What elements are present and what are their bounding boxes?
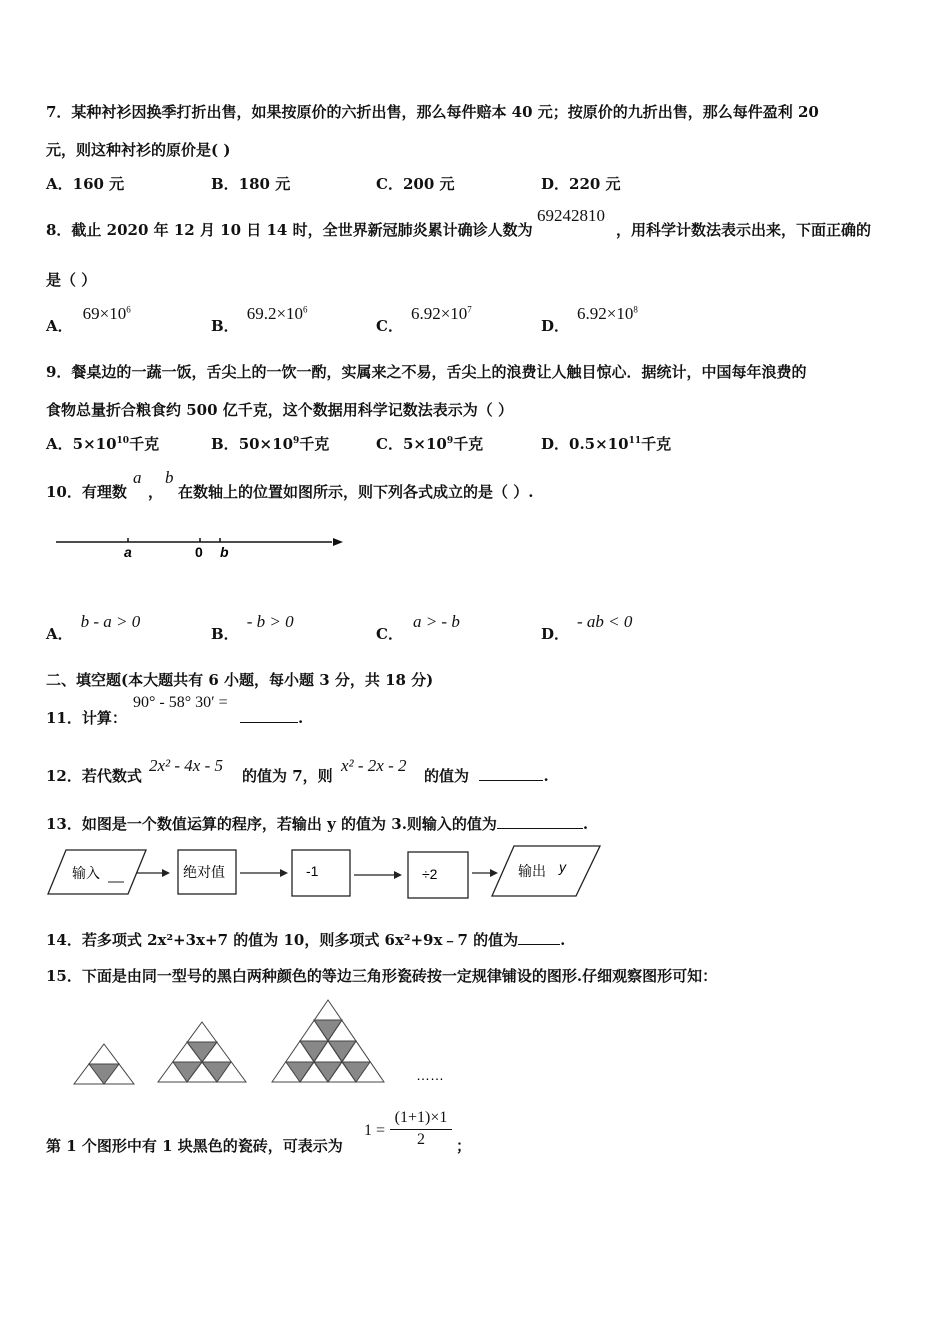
q9-option-b: B．$50\times 10^9$千克 — [211, 435, 330, 453]
section-2-heading: 二、填空题(本大题共有 6 小题，每小题 3 分，共 18 分) — [46, 671, 434, 689]
q15-line2-prefix: 第 1 个图形中有 1 块黑色的瓷砖，可表示为 — [46, 1137, 343, 1155]
minus-one-box — [292, 850, 350, 896]
divide-box — [408, 852, 468, 898]
output-box — [492, 846, 600, 896]
q11-stem-prefix: 11．计算： — [46, 709, 127, 727]
q8-stem-suffix: ，用科学计数法表示出来，下面正确的 — [616, 221, 872, 239]
q10-var-a: a — [133, 468, 142, 487]
q9-option-d: D．$0.5\times 10^{11}$千克 — [541, 435, 672, 453]
q15-formula-lhs: 1 = — [364, 1122, 386, 1139]
q8-option-a: A．$69\times 10^6$ — [46, 304, 131, 335]
q13-stem: 13．如图是一个数值运算的程序，若输出 y 的值为 3.则输入的值为 . — [46, 815, 589, 833]
q9-option-a: A．$5\times 10^{10}$千克 — [46, 435, 160, 453]
q7-option-a: A．160 元 — [46, 175, 125, 193]
q10-option-d: D．- ab < 0 — [541, 612, 633, 643]
q12-stem-prefix: 12．若代数式 — [46, 767, 142, 785]
q8-option-c: C．$6.92\times 10^7$ — [376, 304, 472, 335]
q13-blank[interactable] — [497, 814, 583, 829]
q11-answer: . — [240, 708, 303, 728]
output-variable: y — [559, 859, 566, 875]
q11-blank[interactable] — [240, 708, 298, 723]
q8-number: 69242810 — [537, 206, 605, 225]
q10-stem-prefix: 10．有理数 — [46, 483, 127, 501]
arrow-2-head — [280, 869, 288, 877]
q12-expression-1: 2x² - 4x - 5 — [149, 756, 224, 775]
q10-option-c: C．a > - b — [376, 612, 460, 643]
q12-blank[interactable] — [479, 766, 543, 781]
q10-option-b: B．- b > 0 — [211, 612, 294, 643]
q15-formula-numerator: (1+1)×1 — [394, 1109, 448, 1126]
tiling-figure-3 — [272, 1000, 384, 1082]
tiling-ellipsis: …… — [416, 1067, 444, 1083]
q13-flowchart — [44, 842, 604, 904]
axis-label-b: b — [220, 544, 229, 560]
triangle-tiling-figure — [70, 996, 470, 1092]
q8-option-b: B．$69.2\times 10^6$ — [211, 304, 308, 335]
q9-stem-line1: 9．餐桌边的一蔬一饭，舌尖上的一饮一酌，实属来之不易，舌尖上的浪费让人触目惊心．据统计，中国每年浪费的 — [46, 363, 807, 381]
q15-formula-fraction — [388, 1108, 454, 1149]
tiling-figure-2 — [158, 1022, 246, 1082]
q14-blank[interactable] — [518, 930, 560, 945]
arrow-3-head — [394, 871, 402, 879]
q11-expression: 90° - 58° 30′ = — [133, 694, 228, 711]
input-label: 输入 — [72, 865, 100, 881]
q10-option-a: A．b - a > 0 — [46, 612, 141, 643]
minus-one-label: -1 — [306, 863, 319, 879]
q14-stem: 14．若多项式 2x²+3x+7 的值为 10，则多项式 6x²+9x﹣7 的值为 . — [46, 931, 566, 949]
q8-option-d: D．$6.92\times 10^8$ — [541, 304, 638, 335]
q12-answer: 的值为 . — [424, 767, 549, 785]
tiling-figure-1 — [74, 1044, 134, 1084]
q10-var-b: b — [165, 468, 174, 487]
q8-stem-line2: 是（ ） — [46, 271, 97, 289]
q7-option-b: B．180 元 — [211, 175, 291, 193]
q15-formula-denominator: 2 — [417, 1131, 425, 1148]
q7-option-c: C．200 元 — [376, 175, 455, 193]
q9-stem-line2: 食物总量折合粮食约 500 亿千克，这个数据用科学记数法表示为（ ） — [46, 401, 513, 419]
q10-comma: ， — [148, 483, 164, 501]
q15-line2-tail: ； — [456, 1137, 472, 1155]
q7-option-d: D．220 元 — [541, 175, 621, 193]
abs-label: 绝对值 — [183, 864, 225, 880]
axis-label-zero: 0 — [195, 544, 203, 560]
arrow-1-head — [162, 869, 170, 877]
q9-option-c: C．$5\times 10^9$千克 — [376, 435, 484, 453]
output-label: 输出 — [518, 863, 546, 879]
q12-expression-2: x² - 2x - 2 — [341, 756, 407, 775]
divide-label: ÷2 — [422, 866, 438, 882]
q7-stem-line2: 元，则这种衬衫的原价是( ) — [46, 141, 231, 159]
number-line-arrow — [333, 538, 343, 546]
q7-stem-line1: 7．某种衬衫因换季打折出售，如果按原价的六折出售，那么每件赔本 40 元；按原价的九折出售，那么每件盈利 20 — [46, 103, 819, 121]
q12-stem-mid: 的值为 7，则 — [242, 767, 333, 785]
arrow-4-head — [490, 869, 498, 877]
q10-stem-suffix: 在数轴上的位置如图所示，则下列各式成立的是（ ）. — [178, 483, 534, 501]
q15-fraction-bar — [390, 1129, 452, 1130]
q8-stem-line1: 8．截止 2020 年 12 月 10 日 14 时，全世界新冠肺炎累计确诊人数为 — [46, 221, 533, 239]
q15-stem: 15．下面是由同一型号的黑白两种颜色的等边三角形瓷砖按一定规律铺设的图形.仔细观察图形可知： — [46, 967, 718, 985]
axis-label-a: a — [124, 544, 132, 560]
number-line-figure — [50, 528, 350, 568]
